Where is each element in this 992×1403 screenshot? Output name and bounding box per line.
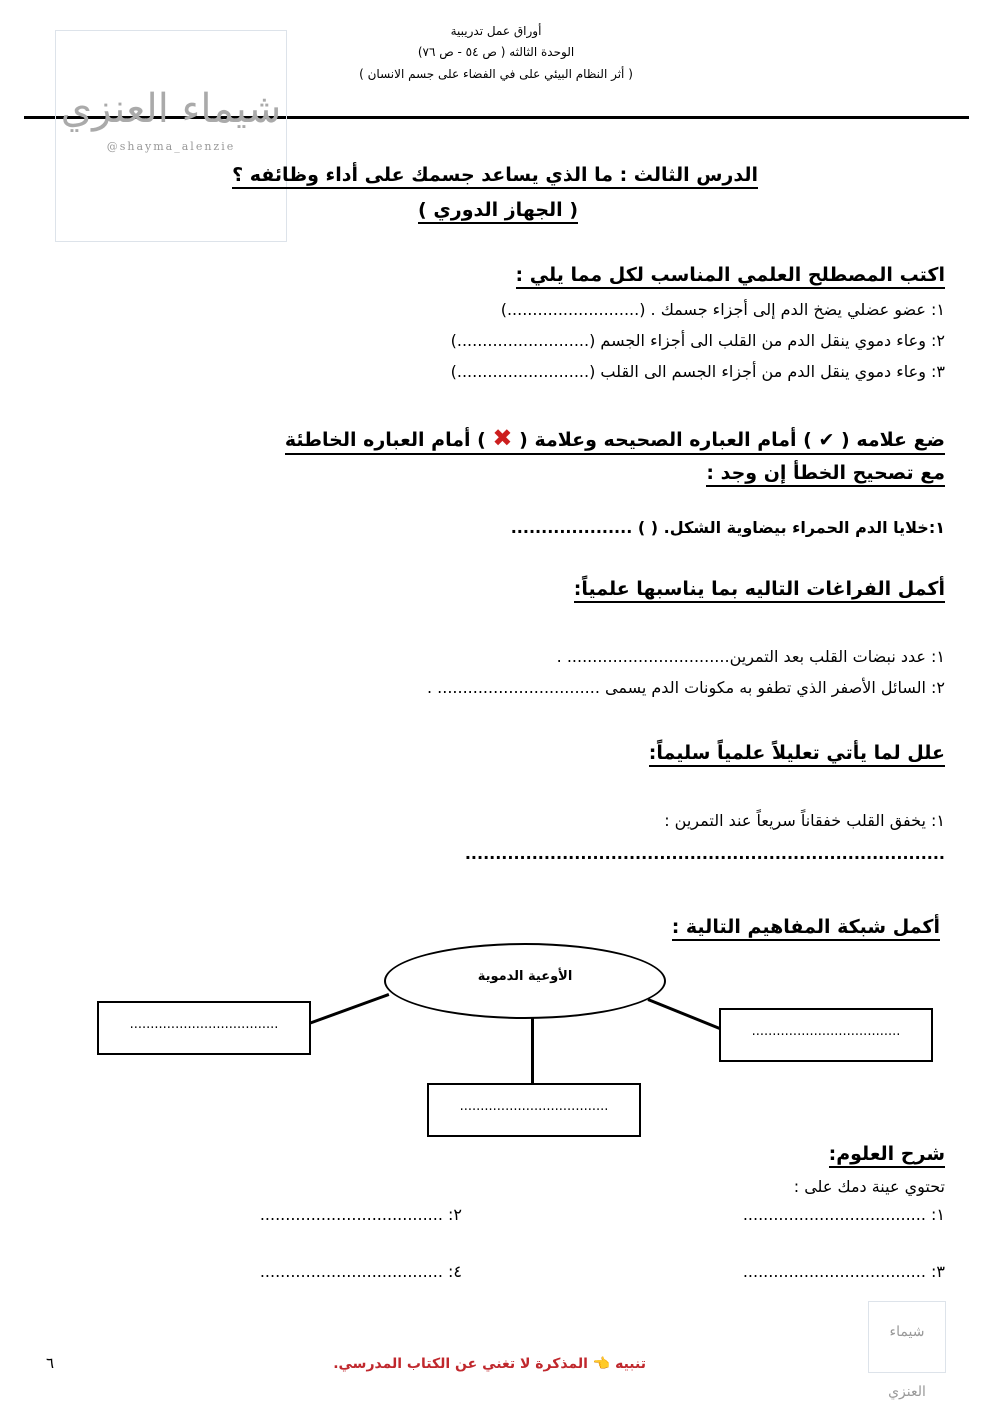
concept-box-right[interactable]: ....................................: [719, 1008, 933, 1062]
watermark-handle: @shayma_alenzie: [106, 140, 236, 153]
sec3-item: ١: عدد نبضات القلب بعد التمرين................................ .: [556, 647, 945, 666]
connector-line: [531, 1017, 534, 1083]
connector-line: [647, 998, 720, 1030]
sec6-item: ٤: ....................................: [259, 1262, 462, 1281]
watermark-logo: [55, 30, 287, 242]
sec6-intro: تحتوي عينة دمك على :: [793, 1177, 945, 1196]
lesson-subtitle: ( الجهاز الدوري ): [418, 199, 578, 224]
sec2-title-b: ) أمام العباره الصحيحه وعلامة (: [519, 429, 812, 451]
sec6-title: شرح العلوم:: [829, 1143, 945, 1168]
footer-note: تنبيه 👈 المذكرة لا تغني عن الكتاب المدرسي.: [333, 1356, 646, 1372]
sec2-title-a: ضع علامه (: [841, 429, 945, 451]
header-line3: ( أثر النظام البيئي على في الفضاء على جسم الانسان ): [359, 67, 633, 81]
cross-icon: ✖: [492, 424, 513, 452]
concept-center: الأوعية الدموية: [384, 943, 666, 1019]
check-icon: ✔: [818, 429, 835, 451]
sec4-title: علل لما يأتي تعليلاً علمياً سليماً:: [649, 742, 945, 767]
sec5-title: أكمل شبكة المفاهيم التالية :: [672, 916, 940, 941]
sec2-title-c: ) أمام العباره الخاطئة: [284, 429, 486, 451]
sec6-item: ٢: ....................................: [259, 1205, 462, 1224]
concept-box-left[interactable]: ....................................: [97, 1001, 311, 1055]
concept-box-bottom[interactable]: ....................................: [427, 1083, 641, 1137]
sec1-title: اكتب المصطلح العلمي المناسب لكل مما يلي :: [516, 264, 945, 289]
sec1-item: ٢: وعاء دموي ينقل الدم من القلب الى أجزاء الجسم (..........................): [450, 331, 945, 350]
sec1-item: ٣: وعاء دموي ينقل الدم من أجزاء الجسم الى القلب (..........................): [450, 362, 945, 381]
sec2-title2: مع تصحيح الخطأ إن وجد :: [706, 462, 945, 487]
sec4-item: ١: يخفق القلب خفقاناً سريعاً عند التمرين :: [664, 811, 945, 830]
sec6-item: ٣: ....................................: [742, 1262, 945, 1281]
sec3-item: ٢: السائل الأصفر الذي تطفو به مكونات الدم يسمى ................................ .: [426, 678, 945, 697]
page-number: ٦: [46, 1354, 55, 1372]
sec2-title: [285, 424, 945, 455]
header-line2: الوحدة الثالثه ( ص ٥٤ - ص ٧٦): [417, 45, 575, 59]
watermark-logo-small: شيماء العنزي: [868, 1301, 946, 1373]
sec4-answer: ...............................................................................: [464, 844, 945, 863]
sec3-title: أكمل الفراغات التاليه بما يناسبها علمياً:: [574, 578, 945, 603]
sec1-item: ١: عضو عضلي يضخ الدم إلى أجزاء جسمك . (..........................): [500, 300, 945, 319]
connector-line: [308, 993, 389, 1025]
sec2-item: ١:خلايا الدم الحمراء بيضاوية الشكل. ( ) ....................: [510, 518, 945, 537]
sec6-item: ١: ....................................: [742, 1205, 945, 1224]
watermark-name: شيماء العنزي: [60, 86, 282, 132]
header-line1: أوراق عمل تدريبية: [450, 24, 542, 38]
lesson-title: الدرس الثالث : ما الذي يساعد جسمك على أداء وظائفه ؟: [232, 164, 758, 189]
